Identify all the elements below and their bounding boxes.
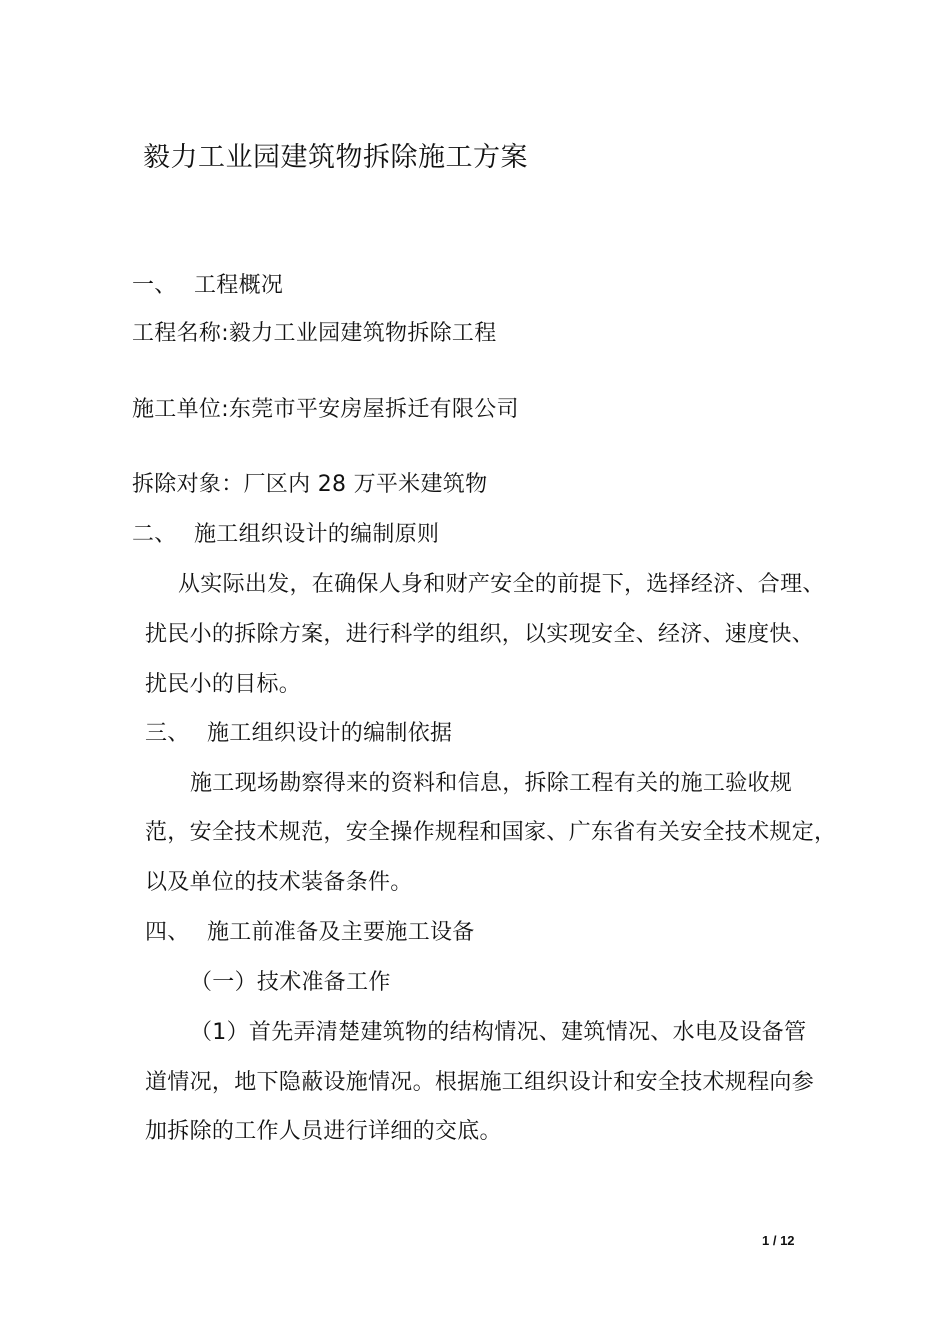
section-heading-1 bbox=[132, 271, 283, 301]
section-title: 施工组织设计的编制原则 bbox=[194, 522, 440, 547]
section-title: 工程概况 bbox=[194, 273, 284, 298]
paragraph-line: 扰民小的拆除方案，进行科学的组织，以实现安全、经济、速度快、 bbox=[145, 622, 815, 647]
paragraph-line: （1）首先弄清楚建筑物的结构情况、建筑情况、水电及设备管 bbox=[190, 1020, 807, 1045]
paragraph-line: 道情况，地下隐蔽设施情况。根据施工组织设计和安全技术规程向参 bbox=[145, 1070, 815, 1095]
section-title: 施工组织设计的编制依据 bbox=[207, 721, 453, 746]
section-title: 施工前准备及主要施工设备 bbox=[207, 920, 475, 945]
paragraph-line: 范，安全技术规范，安全操作规程和国家、广东省有关安全技术规定， bbox=[145, 820, 837, 845]
section-heading-4 bbox=[145, 918, 475, 948]
paragraph-line: 扰民小的目标。 bbox=[145, 672, 302, 697]
section-heading-3 bbox=[145, 719, 452, 749]
paragraph-line: 施工现场勘察得来的资料和信息，拆除工程有关的施工验收规 bbox=[190, 771, 793, 796]
section-number: 三、 bbox=[145, 721, 190, 746]
demolition-target-line: 拆除对象：厂区内 28 万平米建筑物 bbox=[132, 472, 488, 497]
paragraph-line: 加拆除的工作人员进行详细的交底。 bbox=[145, 1119, 502, 1144]
section-number: 一、 bbox=[132, 273, 177, 298]
contractor-line: 施工单位:东莞市平安房屋拆迁有限公司 bbox=[132, 397, 519, 422]
page-indicator: 1 / 12 bbox=[762, 1233, 795, 1248]
section-number: 四、 bbox=[145, 920, 190, 945]
section-number: 二、 bbox=[132, 522, 177, 547]
paragraph-line: 从实际出发，在确保人身和财产安全的前提下，选择经济、合理、 bbox=[178, 572, 825, 597]
paragraph-line: 以及单位的技术装备条件。 bbox=[145, 870, 413, 895]
section-heading-2 bbox=[132, 520, 439, 550]
subsection-heading: （一）技术准备工作 bbox=[190, 970, 391, 995]
document-title: 毅力工业园建筑物拆除施工方案 bbox=[143, 142, 528, 173]
project-name-line: 工程名称:毅力工业园建筑物拆除工程 bbox=[132, 321, 497, 346]
